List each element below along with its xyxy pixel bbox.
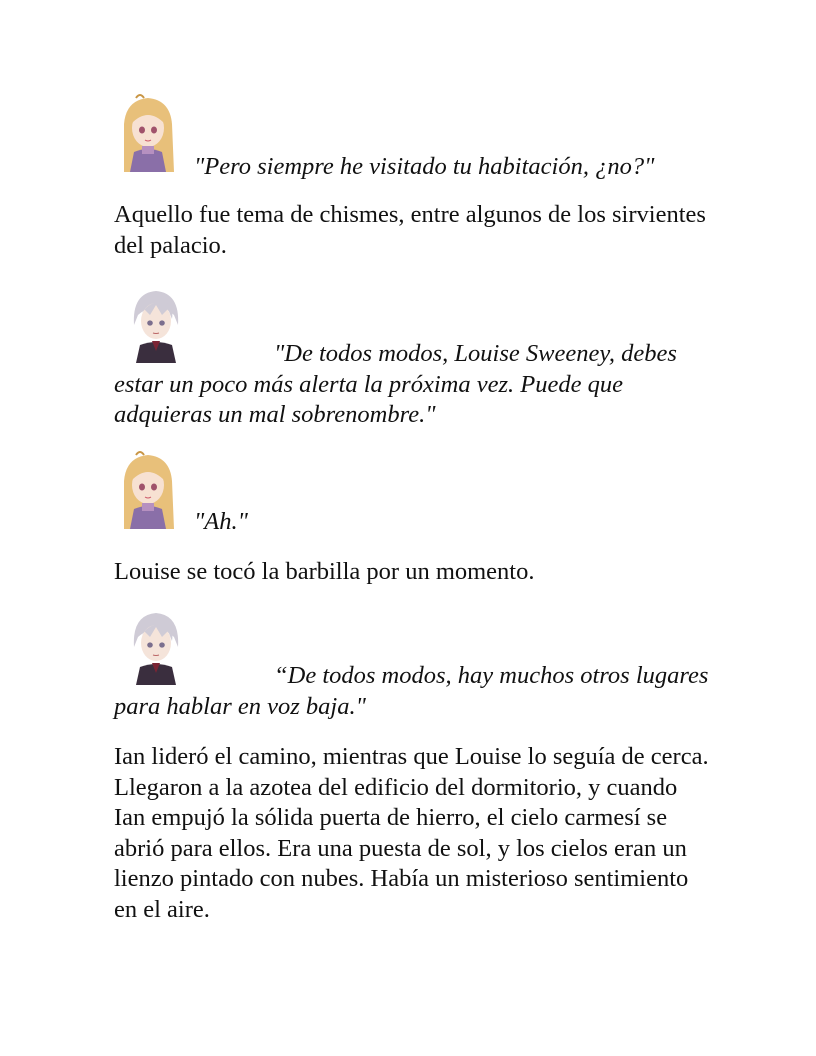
dialog-line-ian (114, 607, 714, 722)
dialog-text: "Pero siempre he visitado tu habitación, ¿no?" (194, 153, 655, 180)
dialog-text: “De todos modos, hay muchos otros lugares para hablar en voz baja." (114, 662, 709, 720)
narration-paragraph: Aquello fue tema de chismes, entre algunos de los sirvientes del palacio. (114, 201, 706, 259)
dialog-line-louise (114, 451, 714, 535)
dialog-text: "Ah." (194, 507, 248, 535)
dialog-line-ian (114, 285, 714, 431)
page-content (114, 94, 714, 925)
ian-portrait-icon (122, 285, 190, 369)
ian-portrait-icon (122, 607, 190, 691)
dialog-text: "De todos modos, Louise Sweeney, debes estar un poco más alerta la próxima vez. Puede que adquieras un mal sobrenombre." (114, 340, 677, 428)
louise-portrait-icon (114, 451, 182, 529)
louise-portrait-icon (114, 94, 182, 172)
dialog-line-louise (114, 94, 714, 178)
narration-paragraph: Ian lideró el camino, mientras que Louise lo seguía de cerca. Llegaron a la azotea del edificio del dormitorio, y cuando Ian empujó la sólida puerta de hierro, el cielo carmesí se abrió para ellos. Era una puesta de sol, y los cielos eran un lienzo pintado con nubes. Había un misterioso sentimiento en el aire. (114, 743, 709, 923)
narration-paragraph: Louise se tocó la barbilla por un momento. (114, 557, 535, 585)
